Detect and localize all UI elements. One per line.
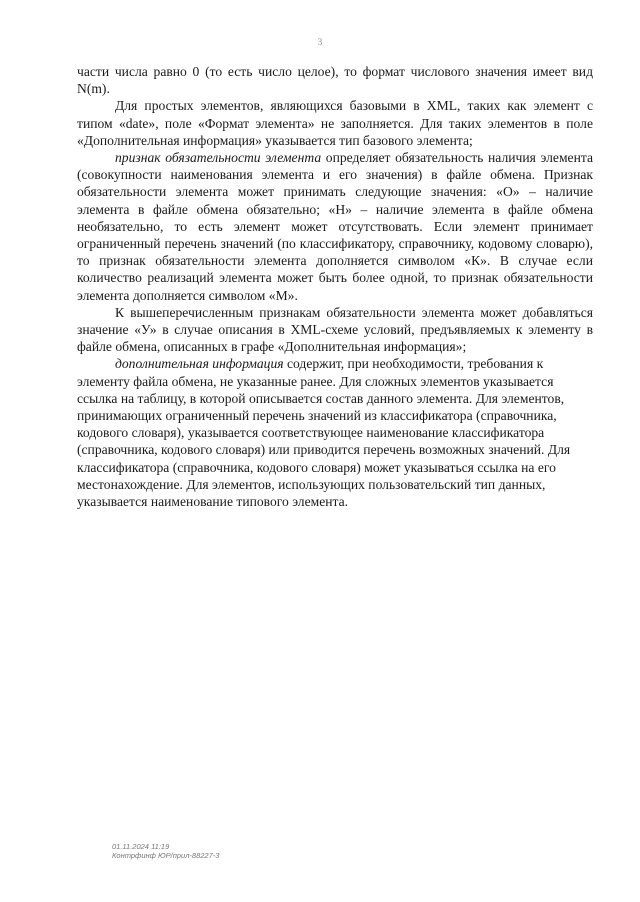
paragraph-5 [77, 355, 593, 510]
page-number: 3 [317, 37, 323, 47]
paragraph-5-text: содержит, при необходимости, требования к элементу файла обмена, не указанные ранее. Для сложных элементов указывается ссылка на таблицу, в которой описывается состав данного элемента. Для элементов, принимающих ограниченный перечень значений из классификатора (справочника, кодового словаря), указывается соответствующее наименование классификатора (справочника, кодового словаря) или приводится перечень возможных значений. Для классификатора (справочника, кодового словаря) может указываться ссылка на его местонахождение. Для элементов, использующих пользовательский тип данных, указывается наименование типового элемента. [77, 356, 571, 510]
paragraph-1-text: части числа равно 0 (то есть число целое), то формат числового значения имеет вид N(m). [77, 64, 593, 97]
term-required-flag: признак обязательности элемента [115, 150, 322, 166]
term-additional-info: дополнительная информация [115, 356, 284, 372]
paragraph-2 [77, 97, 593, 149]
document-body [77, 63, 593, 510]
stamp-ref: Контрфинф ЮР/прил-88227-3 [112, 851, 220, 860]
stamp-date: 01.11.2024 11:19 [112, 842, 170, 851]
paragraph-3 [77, 149, 593, 304]
paragraph-2-text: Для простых элементов, являющихся базовыми в XML, таких как элемент с типом «date», поле «Формат элемента» не заполняется. Для таких элементов в поле «Дополнительная информация» указывается тип базового элемента; [77, 98, 593, 148]
paragraph-4 [77, 304, 593, 356]
paragraph-3-text: определяет обязательность наличия элемента (совокупности наименования элемента и его значения) в файле обмена. Признак обязательности элемента может принимать следующие значения: «О» – наличие элемента в файле обмена обязательно; «Н» – наличие элемента в файле обмена необязательно, то есть элемент может отсутствовать. Если элемент принимает ограниченный перечень значений (по классификатору, справочнику, кодовому словарю), то признак обязательности элемента дополняется символом «К». В случае если количество реализаций элемента может быть более одной, то признак обязательности элемента дополняется символом «М». [77, 150, 593, 303]
paragraph-4-text: К вышеперечисленным признакам обязательности элемента может добавляться значение «У» в случае описания в XML-схеме условий, предъявляемых к элементу в файле обмена, описанных в графе «Дополнительная информация»; [77, 304, 593, 355]
document-stamp [112, 842, 219, 860]
paragraph-1 [77, 63, 593, 97]
